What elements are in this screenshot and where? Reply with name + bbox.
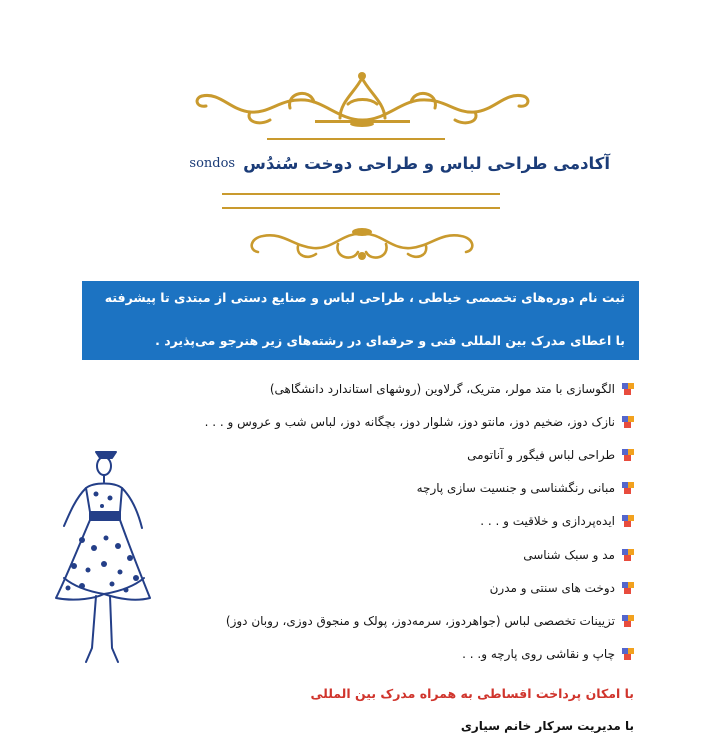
course-label: چاپ و نقاشی روی پارچه و. . . xyxy=(462,647,615,662)
list-item xyxy=(134,538,634,571)
management-note: با مدیریت سرکار خانم سیاری xyxy=(460,719,634,733)
gold-divider xyxy=(222,193,500,195)
registration-banner xyxy=(82,281,639,360)
list-item xyxy=(134,472,634,505)
list-item xyxy=(134,571,634,604)
banner-line-1: ثبت نام دوره‌های تخصصی خیاطی ، طراحی لباس و صنایع دستی از مبتدی تا پیشرفته xyxy=(104,290,625,305)
bullet-icon xyxy=(622,382,634,396)
gold-flourish-top-icon xyxy=(190,62,535,132)
page-title xyxy=(140,146,610,180)
list-item xyxy=(134,372,634,405)
bullet-icon xyxy=(622,581,634,595)
bullet-icon xyxy=(622,448,634,462)
course-label: نازک دوز، ضخیم دوز، مانتو دوز، شلوار دوز، بچگانه دوز، لباس شب و عروس و . . . xyxy=(204,414,615,429)
bullet-icon xyxy=(622,415,634,429)
bullet-icon xyxy=(622,647,634,661)
bullet-icon xyxy=(622,514,634,528)
course-label: الگوسازی با متد مولر، متریک، گرلاوین (روشهای استاندارد دانشگاهی) xyxy=(269,381,615,396)
course-label: ایده‌پردازی و خلاقیت و . . . xyxy=(480,514,615,529)
course-label: طراحی لباس فیگور و آناتومی xyxy=(467,447,615,462)
bullet-icon xyxy=(622,481,634,495)
title-persian: آکادمی طراحی لباس و طراحی دوخت سُندُس xyxy=(243,153,610,173)
gold-divider xyxy=(222,207,500,209)
list-item xyxy=(134,438,634,471)
list-item xyxy=(134,604,634,637)
bullet-icon xyxy=(622,548,634,562)
list-item xyxy=(134,638,634,671)
banner-line-2: با اعطای مدرک بین المللی فنی و حرفه‌ای در رشته‌های زیر هنرجو می‌پذیرد . xyxy=(155,333,625,348)
course-label: مد و سبک شناسی xyxy=(523,547,615,562)
list-item xyxy=(134,505,634,538)
course-label: دوخت های سنتی و مدرن xyxy=(489,580,615,595)
title-latin: sondos xyxy=(189,155,236,171)
installment-note: با امکان پرداخت اقساطی به همراه مدرک بین المللی xyxy=(310,686,634,701)
course-list xyxy=(134,372,634,671)
list-item xyxy=(134,405,634,438)
fashion-sketch-figure-icon xyxy=(46,448,158,666)
course-label: مبانی رنگشناسی و جنسیت سازی پارچه xyxy=(416,481,615,496)
course-label: تزیینات تخصصی لباس (جواهردوز، سرمه‌دوز، پولک و منجوق دوزی، روبان دوز) xyxy=(225,613,615,628)
gold-divider xyxy=(267,138,445,140)
gold-flourish-bottom-icon xyxy=(238,222,486,266)
bullet-icon xyxy=(622,614,634,628)
